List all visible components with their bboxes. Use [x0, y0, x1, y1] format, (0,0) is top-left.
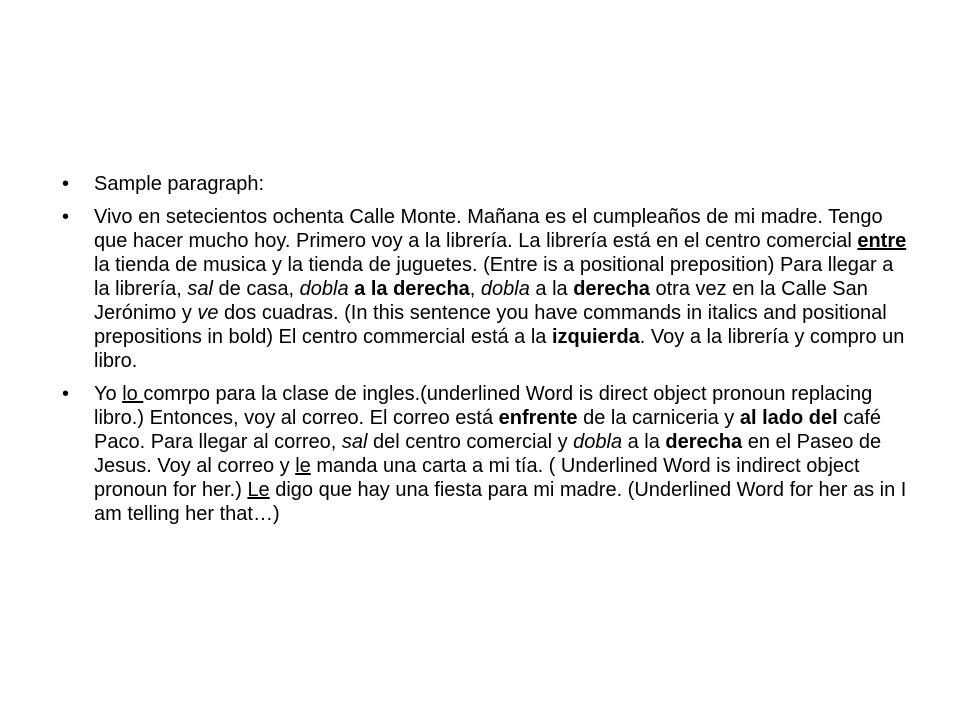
italic-command: sal: [341, 431, 368, 453]
bullet-list: [60, 172, 910, 535]
italic-command: dobla: [299, 278, 349, 300]
bullet-dot-icon: •: [62, 173, 70, 195]
text-segment: a la: [529, 278, 574, 300]
italic-command: dobla: [480, 278, 530, 300]
text-segment: comrpo para la clase de ingles.(underlined Word is direct object pronoun replacing libro.) Entonces, voy al correo. El correo está: [94, 383, 873, 429]
underlined-pronoun: le: [295, 455, 311, 477]
bold-preposition: a la derecha: [354, 278, 470, 300]
text-segment: manda una carta a mi tía. ( Underlined Word is indirect object pronoun for her.): [94, 455, 860, 501]
bold-preposition: izquierda: [552, 326, 640, 348]
bold-preposition: al lado del: [739, 407, 838, 429]
text-segment: ,: [469, 278, 481, 300]
text-segment: Vivo en setecientos ochenta Calle Monte. Mañana es el cumpleaños de mi madre. Tengo que hacer mucho hoy. Primero voy a la librería. La librería está en el centro comercial: [94, 206, 883, 252]
text-segment: del centro comercial y: [367, 431, 574, 453]
bullet-item-paragraph-one: [60, 205, 910, 373]
text-segment: dos cuadras. (In this sentence you have commands in italics and positional prepositions in bold) El centro commercial está a la: [94, 302, 887, 348]
underlined-pronoun: lo: [122, 383, 144, 405]
bullet-dot-icon: •: [62, 383, 70, 405]
italic-command: ve: [197, 302, 219, 324]
text-segment: otra vez en la Calle San Jerónimo y: [94, 278, 868, 324]
bullet-dot-icon: •: [62, 206, 70, 228]
text-segment: . Voy a la librería y compro un libro.: [94, 326, 905, 372]
text-segment: de casa,: [212, 278, 300, 300]
bold-preposition: enfrente: [498, 407, 578, 429]
bold-underlined-word: entre: [857, 230, 907, 252]
bullet-text: Sample paragraph:: [94, 173, 265, 195]
bullet-item-paragraph-two: [60, 382, 910, 526]
italic-command: sal: [187, 278, 213, 300]
text-segment: en el Paseo de Jesus. Voy al correo y: [94, 431, 882, 477]
text-segment: café Paco. Para llegar al correo,: [94, 407, 881, 453]
text-segment: Yo: [94, 383, 123, 405]
bullet-item-sample-heading: [60, 172, 910, 196]
italic-command: dobla: [573, 431, 623, 453]
underlined-pronoun: Le: [247, 479, 270, 501]
text-segment: digo que hay una fiesta para mi madre. (Underlined Word for her as in I am telling her that…): [94, 479, 907, 525]
text-segment: de la carniceria y: [577, 407, 740, 429]
bold-preposition: derecha: [573, 278, 650, 300]
bold-preposition: derecha: [665, 431, 743, 453]
text-segment: la tienda de musica y la tienda de juguetes. (Entre is a positional preposition) Para llegar a la librería,: [94, 254, 894, 300]
text-segment: a la: [622, 431, 666, 453]
